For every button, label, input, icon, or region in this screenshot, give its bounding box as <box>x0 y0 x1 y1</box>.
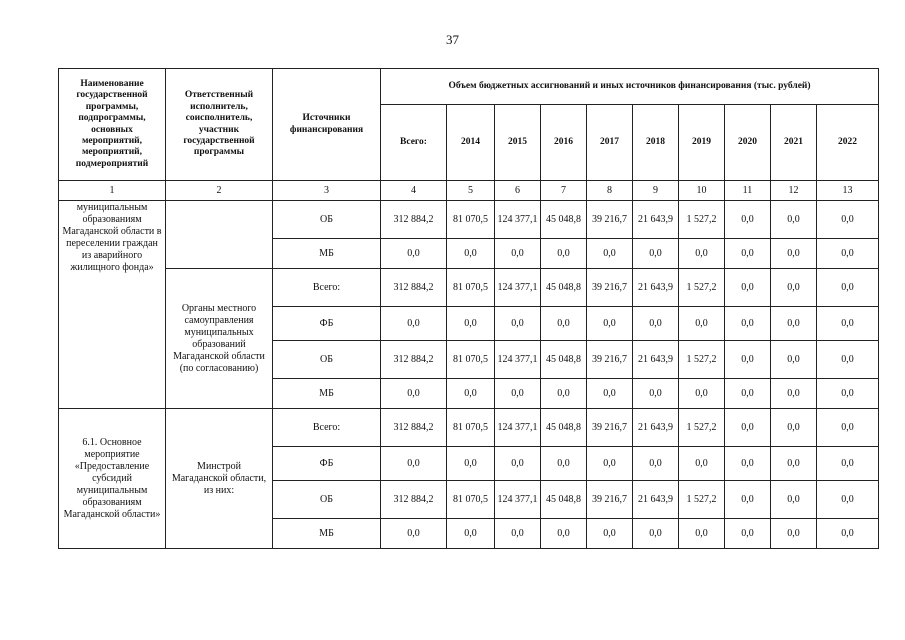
value-cell: 0,0 <box>587 239 633 269</box>
value-cell: 0,0 <box>771 447 817 481</box>
column-numbers-row <box>59 181 879 201</box>
value-cell: 81 070,5 <box>447 269 495 307</box>
table-body <box>59 201 879 549</box>
value-cell: 0,0 <box>725 481 771 519</box>
value-cell: 0,0 <box>817 341 879 379</box>
value-cell: 1 527,2 <box>679 269 725 307</box>
value-cell: 0,0 <box>771 519 817 549</box>
column-number: 3 <box>273 181 381 201</box>
table-row <box>59 269 879 307</box>
value-cell: 0,0 <box>771 307 817 341</box>
value-cell: 312 884,2 <box>381 481 447 519</box>
value-cell: 81 070,5 <box>447 481 495 519</box>
value-cell: 81 070,5 <box>447 409 495 447</box>
value-cell: 0,0 <box>541 307 587 341</box>
value-cell: 0,0 <box>541 519 587 549</box>
value-cell: 0,0 <box>495 379 541 409</box>
value-cell: 124 377,1 <box>495 269 541 307</box>
value-cell: 1 527,2 <box>679 409 725 447</box>
value-cell: 312 884,2 <box>381 201 447 239</box>
value-cell: 124 377,1 <box>495 201 541 239</box>
value-cell: 45 048,8 <box>541 341 587 379</box>
source-cell: ФБ <box>273 447 381 481</box>
table-row <box>59 409 879 447</box>
value-cell: 45 048,8 <box>541 269 587 307</box>
value-cell: 0,0 <box>633 447 679 481</box>
value-cell: 0,0 <box>771 409 817 447</box>
value-cell: 21 643,9 <box>633 341 679 379</box>
source-cell: ОБ <box>273 341 381 379</box>
value-cell: 0,0 <box>725 201 771 239</box>
value-cell: 0,0 <box>725 341 771 379</box>
source-cell: Всего: <box>273 409 381 447</box>
value-cell: 0,0 <box>817 269 879 307</box>
value-cell: 0,0 <box>725 269 771 307</box>
column-number: 7 <box>541 181 587 201</box>
header-program-name: Наименование государственной программы, подпрограммы, основных мероприятий, мероприятий, подмероприятий <box>59 69 166 181</box>
value-cell: 1 527,2 <box>679 201 725 239</box>
value-cell: 0,0 <box>679 447 725 481</box>
header-year: 2021 <box>771 105 817 181</box>
value-cell: 0,0 <box>587 307 633 341</box>
value-cell: 45 048,8 <box>541 481 587 519</box>
column-number: 8 <box>587 181 633 201</box>
value-cell: 0,0 <box>587 519 633 549</box>
value-cell: 0,0 <box>495 447 541 481</box>
source-cell: ОБ <box>273 201 381 239</box>
value-cell: 0,0 <box>817 201 879 239</box>
value-cell: 0,0 <box>381 379 447 409</box>
value-cell: 0,0 <box>817 307 879 341</box>
source-cell: ФБ <box>273 307 381 341</box>
header-year: 2020 <box>725 105 771 181</box>
value-cell: 21 643,9 <box>633 201 679 239</box>
value-cell: 312 884,2 <box>381 341 447 379</box>
value-cell: 0,0 <box>633 519 679 549</box>
value-cell: 0,0 <box>817 379 879 409</box>
executor-cell <box>166 201 273 269</box>
value-cell: 0,0 <box>679 307 725 341</box>
page-number: 37 <box>446 32 459 47</box>
value-cell: 0,0 <box>725 519 771 549</box>
value-cell: 0,0 <box>817 409 879 447</box>
column-number: 11 <box>725 181 771 201</box>
value-cell: 0,0 <box>771 239 817 269</box>
value-cell: 39 216,7 <box>587 269 633 307</box>
value-cell: 21 643,9 <box>633 269 679 307</box>
value-cell: 0,0 <box>725 409 771 447</box>
value-cell: 0,0 <box>495 239 541 269</box>
header-year: 2018 <box>633 105 679 181</box>
value-cell: 0,0 <box>725 447 771 481</box>
value-cell: 0,0 <box>679 239 725 269</box>
value-cell: 124 377,1 <box>495 481 541 519</box>
value-cell: 0,0 <box>679 379 725 409</box>
value-cell: 312 884,2 <box>381 269 447 307</box>
value-cell: 0,0 <box>725 307 771 341</box>
value-cell: 0,0 <box>771 379 817 409</box>
value-cell: 39 216,7 <box>587 341 633 379</box>
value-cell: 1 527,2 <box>679 481 725 519</box>
value-cell: 0,0 <box>725 239 771 269</box>
header-year: Всего: <box>381 105 447 181</box>
value-cell: 0,0 <box>381 519 447 549</box>
value-cell: 0,0 <box>633 379 679 409</box>
value-cell: 0,0 <box>679 519 725 549</box>
value-cell: 0,0 <box>495 519 541 549</box>
value-cell: 45 048,8 <box>541 409 587 447</box>
header-year: 2017 <box>587 105 633 181</box>
value-cell: 39 216,7 <box>587 481 633 519</box>
header-year: 2015 <box>495 105 541 181</box>
value-cell: 0,0 <box>381 447 447 481</box>
source-cell: МБ <box>273 239 381 269</box>
value-cell: 0,0 <box>633 307 679 341</box>
value-cell: 0,0 <box>817 447 879 481</box>
source-cell: ОБ <box>273 481 381 519</box>
value-cell: 1 527,2 <box>679 341 725 379</box>
value-cell: 21 643,9 <box>633 409 679 447</box>
header-year: 2022 <box>817 105 879 181</box>
header-sources: Источники финансирования <box>273 69 381 181</box>
value-cell: 0,0 <box>541 379 587 409</box>
column-number: 2 <box>166 181 273 201</box>
value-cell: 81 070,5 <box>447 341 495 379</box>
value-cell: 0,0 <box>541 239 587 269</box>
header-year: 2019 <box>679 105 725 181</box>
value-cell: 0,0 <box>633 239 679 269</box>
value-cell: 0,0 <box>587 447 633 481</box>
value-cell: 0,0 <box>447 519 495 549</box>
value-cell: 45 048,8 <box>541 201 587 239</box>
value-cell: 39 216,7 <box>587 201 633 239</box>
column-number: 13 <box>817 181 879 201</box>
program-name-cell: муниципальным образованиям Магаданской области в переселении граждан из аварийного жилищного фонда» <box>59 201 166 409</box>
value-cell: 312 884,2 <box>381 409 447 447</box>
value-cell: 124 377,1 <box>495 341 541 379</box>
source-cell: МБ <box>273 519 381 549</box>
value-cell: 0,0 <box>817 239 879 269</box>
value-cell: 0,0 <box>541 447 587 481</box>
value-cell: 0,0 <box>447 379 495 409</box>
value-cell: 0,0 <box>771 341 817 379</box>
value-cell: 0,0 <box>447 307 495 341</box>
value-cell: 0,0 <box>381 239 447 269</box>
value-cell: 0,0 <box>725 379 771 409</box>
column-number: 6 <box>495 181 541 201</box>
source-cell: Всего: <box>273 269 381 307</box>
column-number: 1 <box>59 181 166 201</box>
value-cell: 0,0 <box>817 519 879 549</box>
value-cell: 0,0 <box>447 239 495 269</box>
column-number: 12 <box>771 181 817 201</box>
executor-cell: Органы местного самоуправления муниципальных образований Магаданской области (по согласованию) <box>166 269 273 409</box>
value-cell: 0,0 <box>495 307 541 341</box>
value-cell: 0,0 <box>771 481 817 519</box>
header-year: 2016 <box>541 105 587 181</box>
column-number: 10 <box>679 181 725 201</box>
value-cell: 0,0 <box>447 447 495 481</box>
value-cell: 0,0 <box>817 481 879 519</box>
column-number: 9 <box>633 181 679 201</box>
value-cell: 124 377,1 <box>495 409 541 447</box>
executor-cell: Минстрой Магаданской области, из них: <box>166 409 273 549</box>
value-cell: 0,0 <box>381 307 447 341</box>
value-cell: 39 216,7 <box>587 409 633 447</box>
budget-table <box>58 68 879 549</box>
value-cell: 0,0 <box>587 379 633 409</box>
source-cell: МБ <box>273 379 381 409</box>
value-cell: 0,0 <box>771 201 817 239</box>
header-budget-title: Объем бюджетных ассигнований и иных источников финансирования (тыс. рублей) <box>381 69 879 105</box>
value-cell: 21 643,9 <box>633 481 679 519</box>
header-executor: Ответственный исполнитель, соисполнитель, участник государственной программы <box>166 69 273 181</box>
value-cell: 81 070,5 <box>447 201 495 239</box>
header-year: 2014 <box>447 105 495 181</box>
column-number: 4 <box>381 181 447 201</box>
program-name-cell: 6.1. Основное мероприятие «Предоставление субсидий муниципальным образованиям Магаданской области» <box>59 409 166 549</box>
column-number: 5 <box>447 181 495 201</box>
table-row <box>59 201 879 239</box>
value-cell: 0,0 <box>771 269 817 307</box>
